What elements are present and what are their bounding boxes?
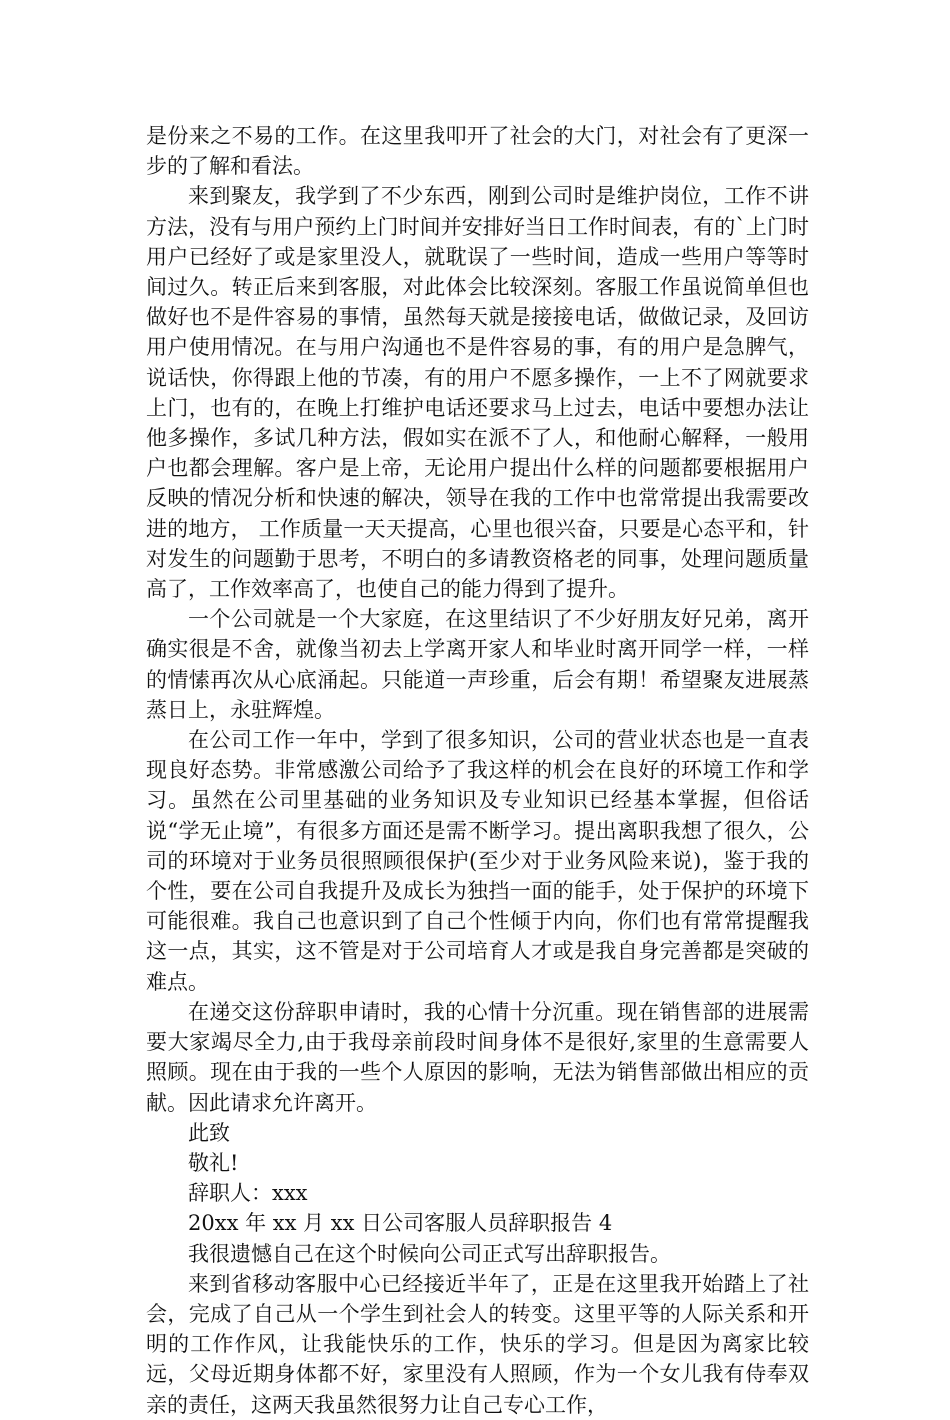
signature-line: 辞职人：xxx: [188, 1181, 308, 1206]
paragraph-2: 来到聚友，我学到了不少东西，刚到公司时是维护岗位，工作不讲方法，没有与用户预约上门时间并安排好当日工作时间表，有的`上门时用户已经好了或是家里没人，就耽误了一些时间，造成一些用户等等时间过久。转正后来到客服，对此体会比较深刻。客服工作虽说简单但也做好也不是件容易的事情，虽然每天就是接接电话，做做记录，及回访用户使用情况。在与用户沟通也不是件容易的事，有的用户是急脾气，说话快，你得跟上他的节凑，有的用户不愿多操作，一上不了网就要求上门，也有的，在晚上打维护电话还要求马上过去，电话中要想办法让他多操作，多试几种方法，假如实在派不了人，和他耐心解释，一般用户也都会理解。客户是上帝，无论用户提出什么样的问题都要根据用户反映的情况分析和快速的解决，领导在我的工作中也常常提出我需要改进的地方， 工作质量一天天提高，心里也很兴奋，只要是心态平和，针对发生的问题勤于思考，不明白的多请教资格老的同事，处理问题质量高了，工作效率高了，也使自己的能力得到了提升。: [146, 184, 809, 602]
paragraph-1: 是份来之不易的工作。在这里我叩开了社会的大门，对社会有了更深一步的了解和看法。: [146, 124, 809, 179]
paragraph-opening-4: 我很遗憾自己在这个时候向公司正式写出辞职报告。: [188, 1241, 671, 1266]
paragraph-last: 来到省移动客服中心已经接近半年了，正是在这里我开始踏上了社会，完成了自己从一个学生到社会人的转变。这里平等的人际关系和开明的工作作风，让我能快乐的工作，快乐的学习。但是因为离家比较远，父母近期身体都不好，家里没有人照顾，作为一个女儿我有侍奉双亲的责任，这两天我虽然很努力让自己专心工作，: [146, 1271, 809, 1417]
closing-line-2: 敬礼!: [188, 1150, 239, 1175]
paragraph-5: 在递交这份辞职申请时，我的心情十分沉重。现在销售部的进展需要大家竭尽全力,由于我母亲前段时间身体不是很好,家里的生意需要人照顾。现在由于我的一些个人原因的影响，无法为销售部做出相应的贡献。因此请求允许离开。: [146, 999, 809, 1115]
paragraph-3: 一个公司就是一个大家庭，在这里结识了不少好朋友好兄弟，离开确实很是不舍，就像当初去上学离开家人和毕业时离开同学一样，一样的情愫再次从心底涌起。只能道一声珍重，后会有期！希望聚友进展蒸蒸日上，永驻辉煌。: [146, 607, 809, 722]
document-body: [146, 121, 809, 1420]
closing-line-1: 此致: [188, 1120, 230, 1145]
paragraph-4: 在公司工作一年中，学到了很多知识，公司的营业状态也是一直表现良好态势。非常感激公司给予了我这样的机会在良好的环境工作和学习。虽然在公司里基础的业务知识及专业知识已经基本掌握，但俗话说“学无止境”，有很多方面还是需不断学习。提出离职我想了很久，公司的环境对于业务员很照顾很保护(至少对于业务风险来说)，鉴于我的个性，要在公司自我提升及成长为独挡一面的能手，处于保护的环境下可能很难。我自己也意识到了自己个性倾于内向，你们也有常常提醒我这一点，其实，这不管是对于公司培育人才或是我自身完善都是突破的难点。: [146, 728, 809, 994]
date-and-heading-line: 20xx 年 xx 月 xx 日公司客服人员辞职报告 4: [188, 1211, 613, 1236]
